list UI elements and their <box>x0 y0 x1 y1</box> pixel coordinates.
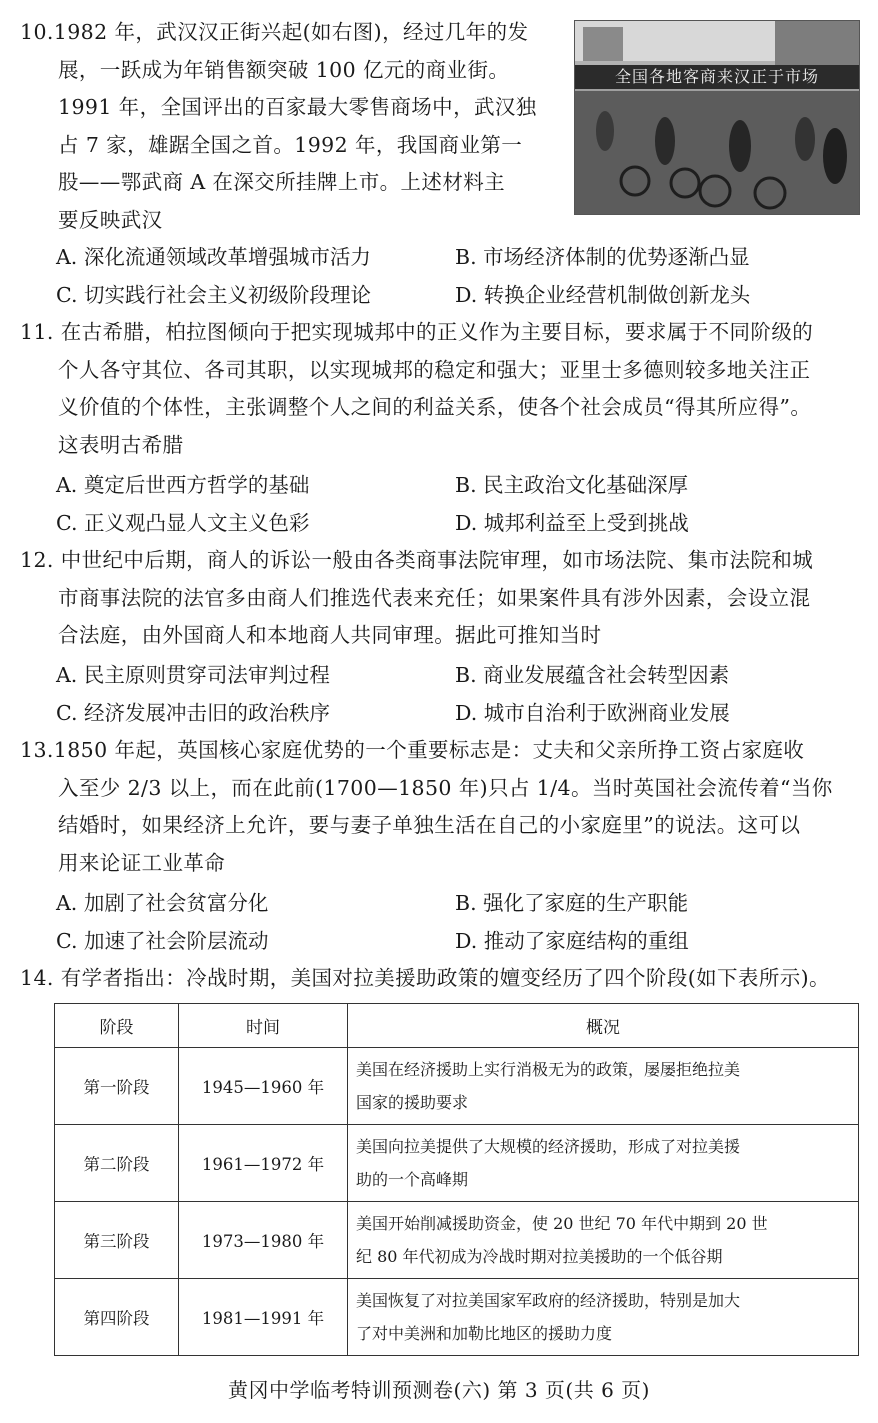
option-c[interactable]: C. 加速了社会阶层流动 <box>56 929 269 953</box>
q10-line: 占 7 家，雄踞全国之首。1992 年，我国商业第一 <box>58 132 523 157</box>
option-d[interactable]: D. 转换企业经营机制做创新龙头 <box>455 283 751 307</box>
aid-policy-table <box>54 1003 859 1356</box>
option-c[interactable]: C. 正义观凸显人文主义色彩 <box>56 511 310 535</box>
option-b[interactable]: B. 民主政治文化基础深厚 <box>455 473 689 497</box>
q13-line: 用来论证工业革命 <box>58 850 226 875</box>
desc-cell <box>348 1202 859 1279</box>
desc-cell <box>348 1279 859 1356</box>
photo-scene <box>575 21 859 214</box>
table-row <box>55 1279 859 1356</box>
table-row <box>55 1202 859 1279</box>
option-c[interactable]: C. 经济发展冲击旧的政治秩序 <box>56 701 330 725</box>
q13-line: 入至少 2/3 以上，而在此前(1700—1850 年)只占 1/4。当时英国社会流传着“当你 <box>58 775 833 800</box>
q10-line: 1991 年，全国评出的百家最大零售商场中，武汉独 <box>58 95 537 119</box>
option-a[interactable]: A. 奠定后世西方哲学的基础 <box>56 473 310 497</box>
option-a[interactable]: A. 加剧了社会贫富分化 <box>56 891 269 915</box>
question-11 <box>20 314 813 464</box>
photo-banner-text: 全国各地客商来汉正于市场 <box>575 65 859 89</box>
q13-line: 13.1850 年起，英国核心家庭优势的一个重要标志是：丈夫和父亲所挣工资占家庭收 <box>20 738 805 762</box>
desc-line: 美国开始削减援助资金，使 20 世纪 70 年代中期到 20 世 <box>356 1214 768 1233</box>
table-row <box>55 1125 859 1202</box>
q10-line: 展，一跃成为年销售额突破 100 亿元的商业街。 <box>58 57 510 82</box>
time-cell: 1973—1980 年 <box>179 1202 348 1279</box>
table-header: 概况 <box>348 1004 859 1048</box>
desc-line: 纪 80 年代初成为冷战时期对拉美援助的一个低谷期 <box>356 1247 723 1266</box>
desc-line: 美国恢复了对拉美国家军政府的经济援助，特别是加大 <box>356 1291 741 1310</box>
desc-line: 国家的援助要求 <box>356 1093 469 1112</box>
desc-line: 助的一个高峰期 <box>356 1170 469 1189</box>
stage-cell: 第一阶段 <box>55 1048 179 1125</box>
desc-cell <box>348 1125 859 1202</box>
q13-line: 结婚时，如果经济上允许，要与妻子单独生活在自己的小家庭里”的说法。这可以 <box>58 813 801 837</box>
page-footer: 黄冈中学临考特训预测卷(六) 第 3 页(共 6 页) <box>228 1378 650 1402</box>
time-cell: 1981—1991 年 <box>179 1279 348 1356</box>
question-12 <box>20 542 813 655</box>
q12-line: 合法庭，由外国商人和本地商人共同审理。据此可推知当时 <box>58 623 602 647</box>
option-b[interactable]: B. 市场经济体制的优势逐渐凸显 <box>455 245 750 269</box>
option-a[interactable]: A. 民主原则贯穿司法审判过程 <box>56 663 330 687</box>
q12-line: 市商事法院的法官多由商人们推选代表来充任；如果案件具有涉外因素，会设立混 <box>58 585 811 610</box>
desc-line: 了对中美洲和加勒比地区的援助力度 <box>356 1324 613 1343</box>
q10-line: 10.1982 年，武汉汉正街兴起(如右图)，经过几年的发 <box>20 20 529 44</box>
option-b[interactable]: B. 强化了家庭的生产职能 <box>455 891 689 915</box>
q10-line: 要反映武汉 <box>58 207 163 232</box>
question-14 <box>20 960 830 998</box>
option-a[interactable]: A. 深化流通领域改革增强城市活力 <box>56 245 371 269</box>
stage-cell: 第二阶段 <box>55 1125 179 1202</box>
q10-line: 股——鄂武商 A 在深交所挂牌上市。上述材料主 <box>58 170 506 194</box>
q14-stem: 14. 有学者指出：冷战时期，美国对拉美援助政策的嬗变经历了四个阶段(如下表所示)。 <box>20 966 830 990</box>
option-b[interactable]: B. 商业发展蕴含社会转型因素 <box>455 663 730 687</box>
table-row <box>55 1048 859 1125</box>
option-d[interactable]: D. 城邦利益至上受到挑战 <box>455 511 689 535</box>
desc-line: 美国向拉美提供了大规模的经济援助，形成了对拉美援 <box>356 1137 741 1156</box>
time-cell: 1945—1960 年 <box>179 1048 348 1125</box>
question-13 <box>20 732 833 882</box>
hanzheng-street-photo <box>574 20 860 215</box>
table-header: 时间 <box>179 1004 348 1048</box>
q11-line: 这表明古希腊 <box>58 432 184 457</box>
stage-cell: 第三阶段 <box>55 1202 179 1279</box>
desc-cell <box>348 1048 859 1125</box>
option-d[interactable]: D. 推动了家庭结构的重组 <box>455 929 689 953</box>
stage-cell: 第四阶段 <box>55 1279 179 1356</box>
option-d[interactable]: D. 城市自治利于欧洲商业发展 <box>455 701 730 725</box>
option-c[interactable]: C. 切实践行社会主义初级阶段理论 <box>56 283 371 307</box>
question-10 <box>20 14 537 239</box>
desc-line: 美国在经济援助上实行消极无为的政策，屡屡拒绝拉美 <box>356 1060 741 1079</box>
table-header-row <box>55 1004 859 1048</box>
q11-line: 11. 在古希腊，柏拉图倾向于把实现城邦中的正义作为主要目标，要求属于不同阶级的 <box>20 320 814 344</box>
table-header: 阶段 <box>55 1004 179 1048</box>
q11-line: 个人各守其位、各司其职，以实现城邦的稳定和强大；亚里士多德则较多地关注正 <box>58 357 811 382</box>
q12-line: 12. 中世纪中后期，商人的诉讼一般由各类商事法院审理，如市场法院、集市法院和城 <box>20 548 814 572</box>
time-cell: 1961—1972 年 <box>179 1125 348 1202</box>
q11-line: 义价值的个体性，主张调整个人之间的利益关系，使各个社会成员“得其所应得”。 <box>58 395 812 419</box>
